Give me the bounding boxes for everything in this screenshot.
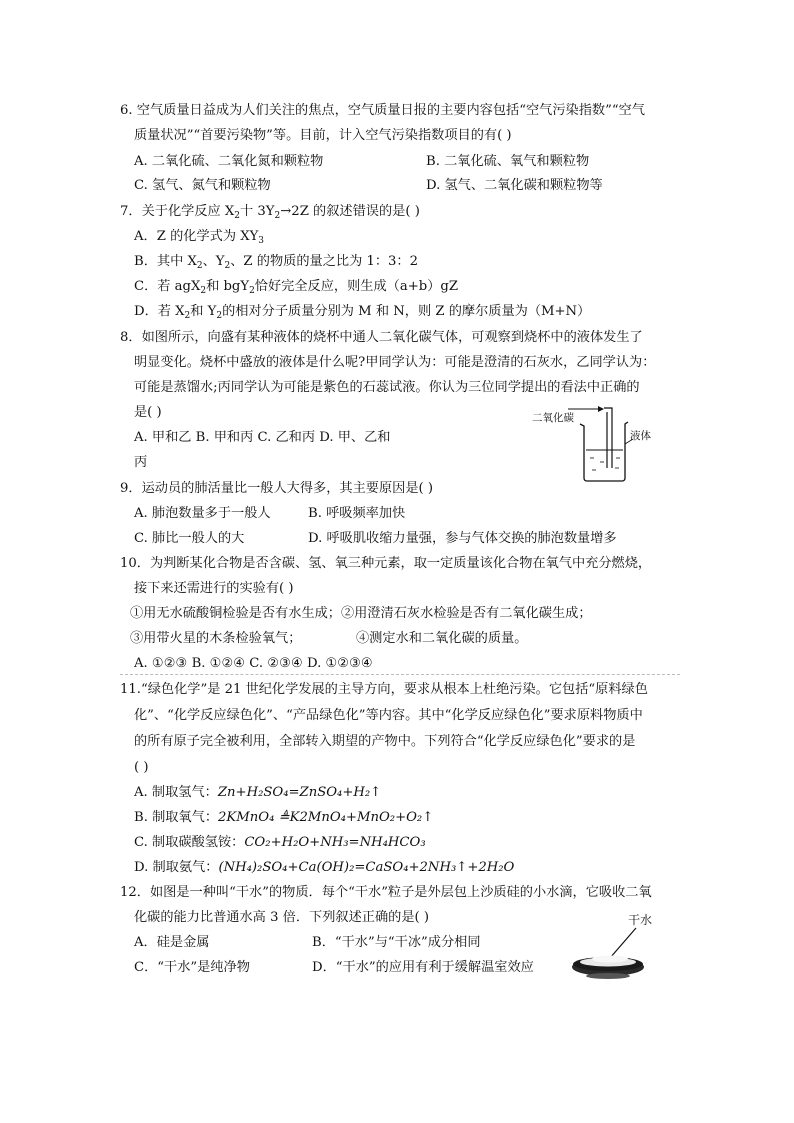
q10-stem-line2: 接下来还需进行的实验有( ) — [134, 581, 294, 596]
q10-item-4: ④测定水和二氧化碳的质量。 — [356, 631, 528, 646]
q6-stem-line2: 质量状况”“首要污染物”等。目前，计入空气污染指数项目的有( ) — [134, 128, 512, 143]
q11-stem-line2: 化”、“化学反应绿色化”、“产品绿色化”等内容。其中“化学反应绿色化”要求原料物质中 — [134, 708, 643, 723]
q8-options-cont: 丙 — [134, 455, 148, 470]
q10-item-1-2: ①用无水硫酸铜检验是否有水生成；②用澄清石灰水检验是否有二氧化碳生成； — [130, 606, 592, 621]
q9-option-d: D. 呼吸肌收缩力量强，参与气体交换的肺泡数量增多 — [308, 531, 617, 546]
dry-water-figure — [568, 912, 658, 984]
q8-stem-line4: 是( ) — [134, 405, 162, 420]
q8-options: A. 甲和乙 B. 甲和丙 C. 乙和丙 D. 甲、乙和 — [134, 430, 391, 445]
q12-stem-line1: 12．如图是一种叫“干水”的物质．每个“干水”粒子是外层包上沙质硅的小水滴，它吸收二氧 — [120, 885, 652, 900]
q9-option-a: A. 肺泡数量多于一般人 — [134, 506, 271, 521]
q10-stem-line1: 10．为判断某化合物是否含碳、氢、氧三种元素，取一定质量该化合物在氧气中充分燃烧， — [120, 556, 652, 571]
q6-option-a: A. 二氧化硫、二氧化氮和颗粒物 — [134, 154, 324, 169]
q9-option-b: B. 呼吸频率加快 — [308, 506, 406, 521]
q7-option-b: B．其中 $X_2$、$Y_2$、Z 的物质的量之比为 1：3：2 — [134, 254, 418, 271]
beaker-figure — [532, 404, 662, 486]
q7-stem: 7．关于化学反应 $X_2$十 $3Y_2\to 2Z$ 的叙述错误的是( ) — [120, 204, 420, 221]
q10-item-3: ③用带火星的木条检验氧气； — [130, 631, 302, 646]
section-divider — [120, 674, 680, 675]
q9-stem: 9．运动员的肺活量比一般人大得多，其主要原因是( ) — [120, 481, 433, 496]
q6-option-d: D. 氢气、二氧化碳和颗粒物等 — [426, 178, 603, 193]
q11-option-c: C. 制取碳酸氢铵：CO₂+H₂O+NH₃=NH₄HCO₃ — [134, 835, 426, 850]
q11-option-b: B. 制取氧气：2KMnO₄ ≜K2MnO₄+MnO₂+O₂↑ — [134, 810, 434, 825]
q8-stem-line2: 明显变化。烧杯中盛放的液体是什么呢?甲同学认为：可能是澄清的石灰水，乙同学认为： — [134, 355, 656, 370]
figure-label-liquid: 液体 — [630, 430, 651, 442]
q10-options: A. ①②③ B. ①②④ C. ②③④ D. ①②③④ — [134, 656, 373, 671]
q6-option-c: C. 氢气、氮气和颗粒物 — [134, 178, 271, 193]
q12-option-c: C．“干水”是纯净物 — [134, 960, 250, 975]
q12-option-b: B．“干水”与“干冰”成分相同 — [312, 935, 481, 950]
q12-option-d: D．“干水”的应用有利于缓解温室效应 — [312, 960, 534, 975]
q12-stem-line2: 化碳的能力比普通水高 3 倍．下列叙述正确的是( ) — [134, 910, 430, 925]
q7-option-d: D．若 $X_2$和 $Y_2$的相对分子质量分别为 M 和 N，则 Z 的摩尔质量为（M+N） — [134, 304, 591, 321]
q6-stem-line1: 6. 空气质量日益成为人们关注的焦点，空气质量日报的主要内容包括“空气污染指数”“空气 — [120, 103, 645, 118]
q6-option-b: B. 二氧化硫、氧气和颗粒物 — [426, 154, 590, 169]
q8-stem-line3: 可能是蒸馏水;丙同学认为可能是紫色的石蕊试液。你认为三位同学提出的看法中正确的 — [134, 380, 640, 395]
q7-option-c: C．若 agX$_2$和 bgY$_2$恰好完全反应，则生成（a+b）gZ — [134, 279, 459, 296]
figure-label-co2: 二氧化碳 — [532, 412, 574, 424]
q11-option-a: A. 制取氢气：Zn+H₂SO₄=ZnSO₄+H₂↑ — [134, 785, 382, 800]
q11-stem-line1: 11.“绿色化学”是 21 世纪化学发展的主导方向，要求从根本上杜绝污染。它包括“原料绿色 — [120, 682, 648, 697]
q9-option-c: C. 肺比一般人的大 — [134, 531, 245, 546]
q11-stem-line4: ( ) — [134, 760, 149, 775]
q11-stem-line3: 的所有原子完全被利用，全部转入期望的产物中。下列符合“化学反应绿色化”要求的是 — [134, 734, 636, 749]
q11-option-d: D. 制取氨气：(NH₄)₂SO₄+Ca(OH)₂=CaSO₄+2NH₃↑+2H₂O — [134, 860, 515, 875]
q7-option-a: A．Z 的化学式为 $XY_3$ — [134, 229, 265, 246]
q8-stem-line1: 8．如图所示，向盛有某种液体的烧杯中通人二氧化碳气体，可观察到烧杯中的液体发生了 — [120, 330, 643, 345]
figure-label-dry-water: 干水 — [628, 913, 653, 927]
q12-option-a: A．硅是金属 — [134, 935, 210, 950]
